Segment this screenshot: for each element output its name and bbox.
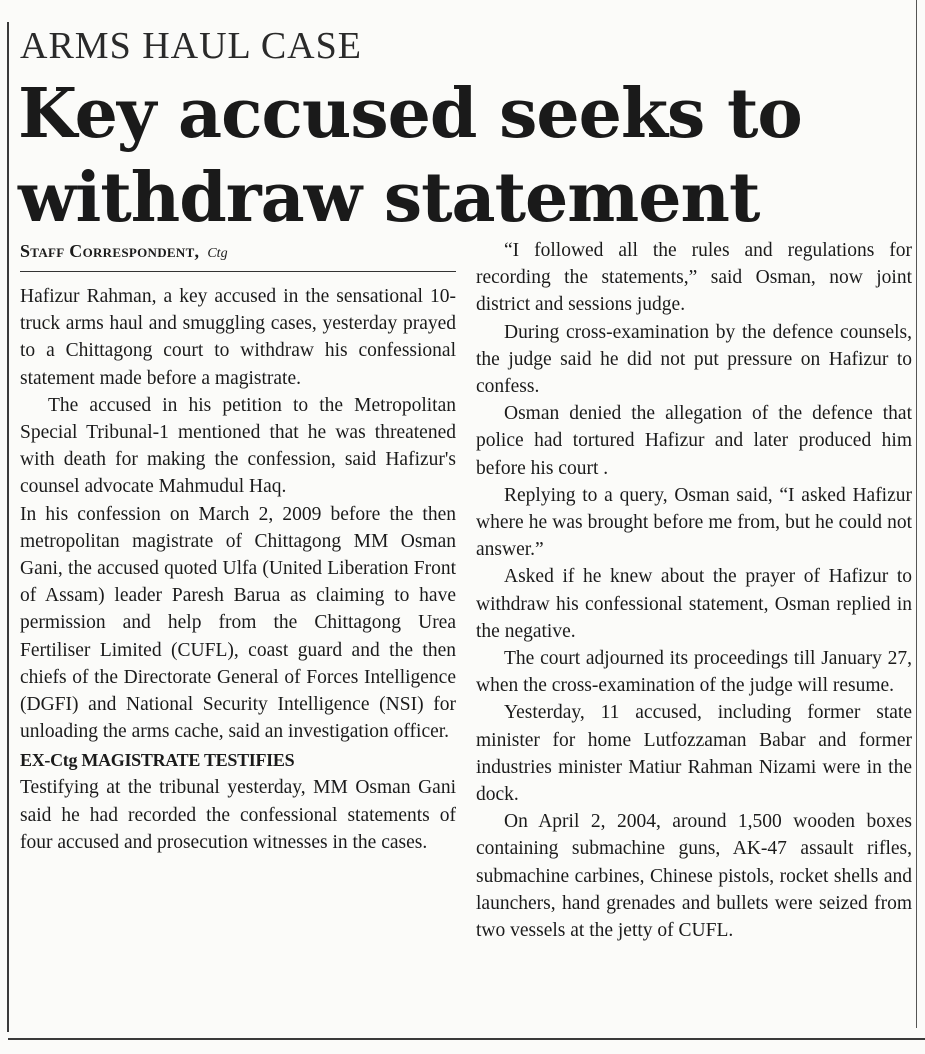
byline-author: Staff Correspondent,: [20, 241, 200, 261]
article-column-1: [20, 283, 456, 856]
paragraph: Hafizur Rahman, a key accused in the sensational 10-truck arms haul and smuggling cases, yesterday prayed to a Chittagong court to withdraw his confessional statement made before a magistrate.: [20, 286, 456, 389]
paragraph: In his confession on March 2, 2009 before the then metropolitan magistrate of Chittagong MM Osman Gani, the accused quoted Ulfa (United Liberation Front of Assam) leader Paresh Barua as claiming to have permission and help from the Chittagong Urea Fertiliser Limited (CUFL), coast guard and the then chiefs of the Directorate General of Forces Intelligence (DGFI) and National Security Intelligence (NSI) for unloading the arms cache, said an investigation officer.: [20, 503, 456, 743]
headline: Key accused seeks to withdraw statement: [18, 74, 802, 238]
right-column-rule: [916, 0, 917, 1028]
paragraph: Osman denied the allegation of the defence that police had tortured Hafizur and later produced him before his court .: [476, 403, 912, 479]
paragraph: “I followed all the rules and regulations for recording the statements,” said Osman, now joint district and sessions judge.: [476, 240, 912, 316]
left-column-rule: [7, 22, 9, 1032]
paragraph: Testifying at the tribunal yesterday, MM Osman Gani said he had recorded the confessional statements of four accused and prosecution witnesses in the cases.: [20, 777, 456, 853]
paragraph: During cross-examination by the defence counsels, the judge said he did not put pressure on Hafizur to confess.: [476, 321, 912, 398]
paragraph: Replying to a query, Osman said, “I asked Hafizur where he was brought before me from, but he could not answer.”: [476, 484, 912, 561]
paragraph: Asked if he knew about the prayer of Hafizur to withdraw his confessional statement, Osman replied in the negative.: [476, 566, 912, 642]
paragraph: Yesterday, 11 accused, including former state minister for home Lutfozzaman Babar and former industries minister Matiur Rahman Nizami were in the dock.: [476, 702, 912, 806]
byline: [20, 240, 456, 272]
article-column-2: [476, 237, 912, 944]
bottom-rule: [8, 1038, 925, 1040]
byline-location: Ctg: [207, 246, 228, 261]
paragraph: The court adjourned its proceedings till January 27, when the cross-examination of the judge will resume.: [476, 648, 912, 697]
paragraph: On April 2, 2004, around 1,500 wooden boxes containing submachine guns, AK-47 assault rifles, submachine carbines, Chinese pistols, rocket shells and launchers, hand grenades and bullets were seized from two vessels at the jetty of CUFL.: [476, 811, 912, 942]
subheading: EX-Ctg MAGISTRATE TESTIFIES: [20, 750, 295, 771]
kicker: ARMS HAUL CASE: [20, 25, 362, 67]
paragraph: The accused in his petition to the Metropolitan Special Tribunal-1 mentioned that he was threatened with death for making the confession, said Hafizur's counsel advocate Mahmudul Haq.: [20, 394, 456, 498]
